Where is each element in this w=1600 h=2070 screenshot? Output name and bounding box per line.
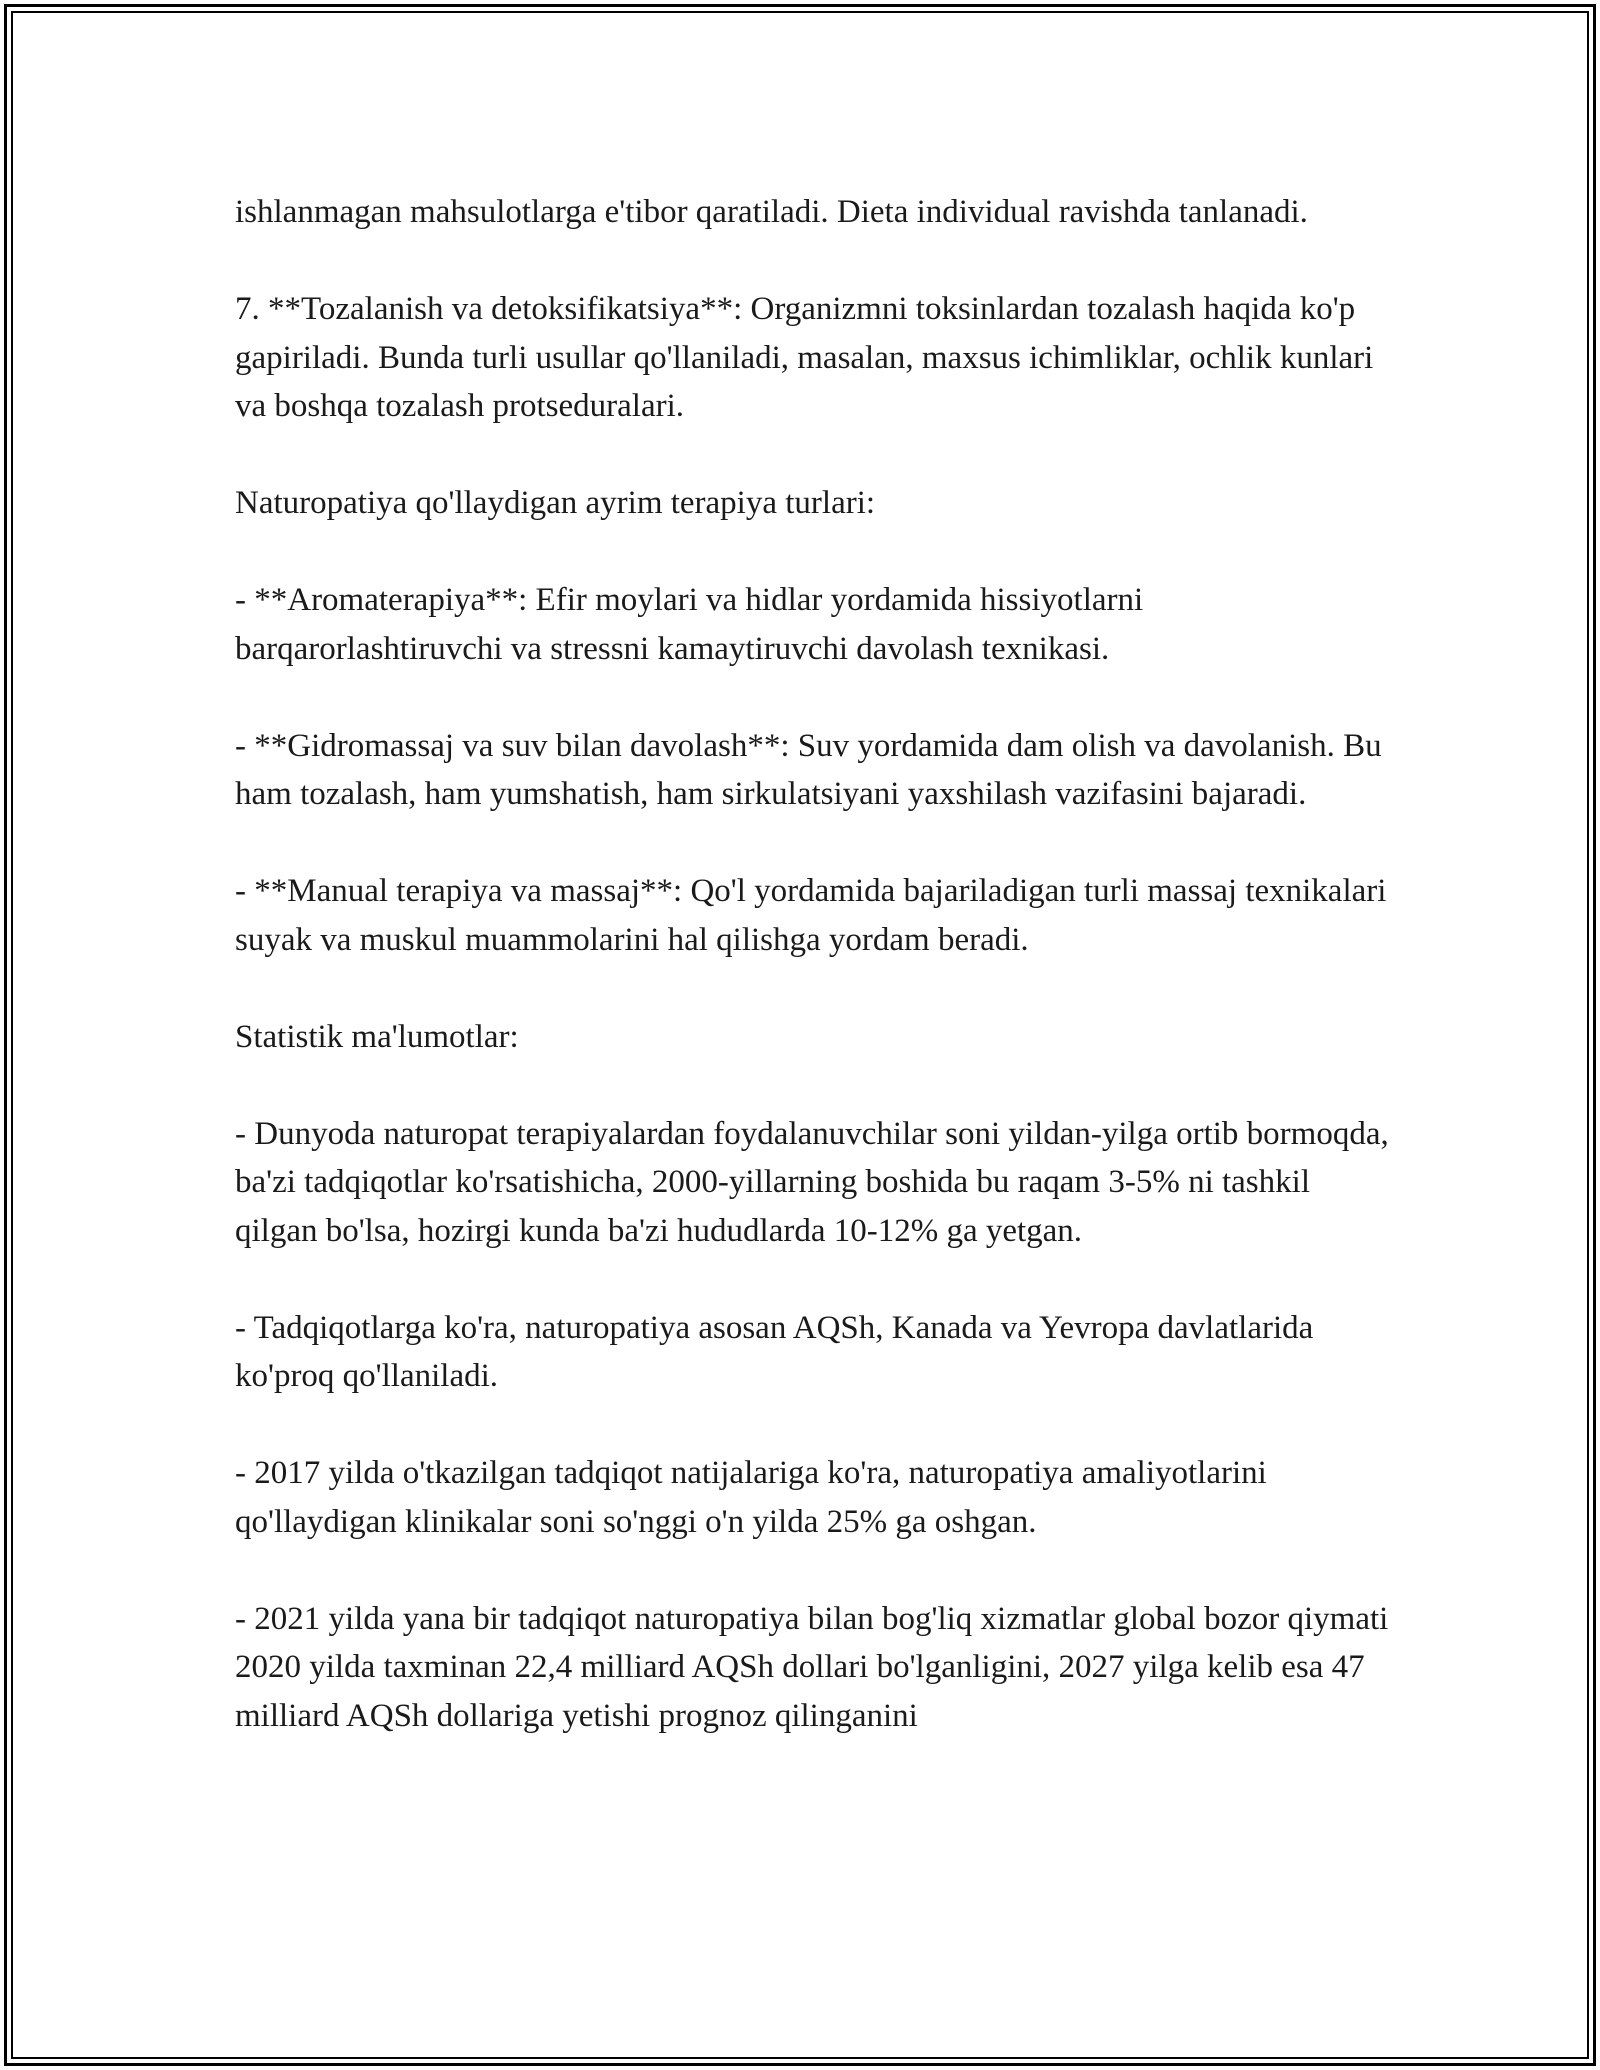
paragraph-stat-users: - Dunyoda naturopat terapiyalardan foydalanuvchilar soni yildan-yilga ortib bormoqda, ba'zi tadqiqotlar ko'rsatishicha, 2000-yillarning boshida bu raqam 3-5% ni tashkil qilgan bo'lsa, hozirgi kunda ba'zi hududlarda 10-12% ga yetgan. (235, 1115, 1389, 1249)
paragraph-detox: 7. **Tozalanish va detoksifikatsiya**: Organizmni toksinlardan tozalash haqida ko'p gapiriladi. Bunda turli usullar qo'llaniladi, masalan, maxsus ichimliklar, ochlik kunlari va boshqa tozalash protseduralari. (235, 291, 1374, 424)
document-body (235, 188, 1395, 1740)
paragraph-manual-therapy: - **Manual terapiya va massaj**: Qo'l yordamida bajariladigan turli massaj texnikalari suyak va muskul muammolarini hal qilishga yordam beradi. (235, 873, 1387, 958)
paragraph-statistics-heading: Statistik ma'lumotlar: (235, 1018, 519, 1055)
paragraph-stat-clinics: - 2017 yilda o'tkazilgan tadqiqot natijalariga ko'ra, naturopatiya amaliyotlarini qo'llaydigan klinikalar soni so'nggi o'n yilda 25% ga oshgan. (235, 1455, 1267, 1540)
paragraph-hydromassage: - **Gidromassaj va suv bilan davolash**: Suv yordamida dam olish va davolanish. Bu ham tozalash, ham yumshatish, ham sirkulatsiyani yaxshilash vazifasini bajaradi. (235, 727, 1382, 812)
paragraph-diet: ishlanmagan mahsulotlarga e'tibor qaratiladi. Dieta individual ravishda tanlanadi. (235, 194, 1308, 230)
paragraph-stat-regions: - Tadqiqotlarga ko'ra, naturopatiya asosan AQSh, Kanada va Yevropa davlatlarida ko'proq qo'llaniladi. (235, 1309, 1314, 1394)
paragraph-aromatherapy: - **Aromaterapiya**: Efir moylari va hidlar yordamida hissiyotlarni barqarorlashtiruvchi va stressni kamaytiruvchi davolash texnikasi. (235, 582, 1144, 667)
paragraph-stat-market: - 2021 yilda yana bir tadqiqot naturopatiya bilan bog'liq xizmatlar global bozor qiymati 2020 yilda taxminan 22,4 milliard AQSh dollari bo'lganligini, 2027 yilga kelib esa 47 milliard AQSh dollariga yetishi prognoz qilinganini (235, 1600, 1389, 1734)
paragraph-therapy-heading: Naturopatiya qo'llaydigan ayrim terapiya turlari: (235, 485, 876, 521)
